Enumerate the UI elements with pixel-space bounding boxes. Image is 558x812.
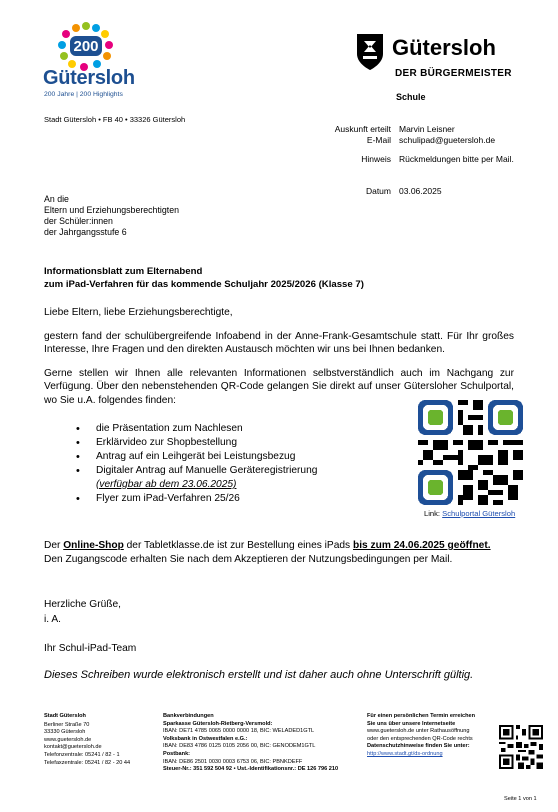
city-name: Gütersloh — [392, 35, 496, 60]
subject-line: zum iPad-Verfahren für das kommende Schuljahr 2025/2026 (Klasse 7) — [44, 279, 364, 290]
logo-200-number: 200 — [73, 38, 99, 55]
shop-deadline: bis zum 24.06.2025 geöffnet. — [352, 540, 491, 551]
paragraph-informationen: Gerne stellen wir Ihnen alle relevanten Informationen selbstverständlich auch im Nachgang zur Verfügung. Über den nebenstehenden QR-Code gelangen Sie direkt auf unser Gütersloher Schulportal, wo Sie u.A. folgendes finden: — [44, 368, 514, 406]
schulportal-link[interactable]: Schulportal Gütersloh — [442, 509, 516, 518]
closing — [44, 598, 121, 627]
footer-line: IBAN: DE83 4786 0125 0105 2056 00, BIC: GENODEM1GTL — [163, 743, 316, 750]
city-subtitle: DER BÜRGERMEISTER — [395, 68, 512, 79]
contact-hinweis-label: Hinweis — [361, 154, 391, 164]
footer-line: Berliner Straße 70 — [44, 721, 90, 728]
qr-caption-label: Link: — [424, 509, 441, 518]
shop-line-1: Der Online-Shop der Tabletklasse.de ist zur Bestellung eines iPads bis zum 24.06.2025 geöffnet. — [44, 540, 491, 551]
department-name: Schule — [396, 92, 426, 102]
footer-line: www.guetersloh.de — [44, 736, 92, 743]
logo-guetersloh-city — [355, 32, 545, 112]
footer-address-title: Stadt Gütersloh — [44, 713, 86, 719]
signature-team: Ihr Schul-iPad-Team — [44, 643, 137, 654]
list-item: • Digitaler Antrag auf Manuelle Geräteregistrierung (verfügbar ab dem 23.06.2025) — [75, 464, 395, 492]
closing-greeting: Herzliche Grüße, — [44, 599, 121, 610]
qr-caption — [424, 509, 515, 518]
footer-line: Sie uns über unsere Internetseite — [367, 720, 456, 727]
footer-line: Datenschutzhinweise finden Sie unter: — [367, 743, 470, 750]
paragraph-infoabend: gestern fand der schulübergreifende Infoabend in der Anne-Frank-Gesamtschule statt. Für Ihr großes Interesse, Ihre Fragen und den direkten Austausch möchten wir uns bei Ihnen bedanken. — [44, 331, 514, 356]
shop-line-2: Den Zugangscode erhalten Sie nach dem Akzeptieren der Nutzungsbedingungen per Mail. — [44, 554, 453, 565]
city-crest-icon — [355, 32, 385, 72]
shop-paragraph — [44, 539, 534, 567]
contact-email-label: E-Mail — [366, 135, 391, 145]
disclaimer: Dieses Schreiben wurde elektronisch erstellt und ist daher auch ohne Unterschrift gültig. — [44, 669, 474, 681]
footer-address — [44, 713, 130, 767]
online-shop-link[interactable]: Online-Shop — [63, 540, 124, 551]
footer-line: www.guetersloh.de unter Rathausöffnung — [367, 728, 470, 735]
footer-line: IBAN: DE86 2501 0030 0003 6753 06, BIC: PBNKDEFF — [163, 758, 303, 765]
closing-ia: i. A. — [44, 613, 61, 625]
list-item: • Erklärvideo zur Shopbestellung — [75, 436, 395, 450]
recipient-line: An die — [44, 194, 69, 204]
subject-line: Informationsblatt zum Elternabend — [44, 266, 203, 277]
page-number: Seite 1 von 1 — [504, 796, 537, 802]
footer-bank — [163, 713, 338, 774]
contact-auskunft-label: Auskunft erteilt — [334, 124, 391, 134]
footer-privacy-link[interactable]: http://www.stadt.gt/ds-ordnung — [367, 750, 443, 757]
footer-line: 33330 Gütersloh — [44, 729, 86, 736]
recipient-line: Eltern und Erziehungsberechtigten — [44, 205, 179, 215]
footer-line: Telefonzentrale: 05241 / 82 - 1 — [44, 751, 120, 758]
footer-line: IBAN: DE71 4785 0065 0000 0000 18, BIC: WELADED1GTL — [163, 728, 315, 735]
salutation: Liebe Eltern, liebe Erziehungsberechtigte, — [44, 307, 233, 318]
contact-datum-label: Datum — [365, 186, 391, 196]
recipient-address — [44, 194, 179, 238]
subject — [44, 265, 364, 291]
sender-line: Stadt Gütersloh • FB 40 • 33326 Gütersloh — [44, 115, 186, 124]
footer-bank-title: Bankverbindungen — [163, 713, 214, 719]
list-item: • Antrag auf ein Leihgerät bei Leistungsbezug — [75, 450, 395, 464]
contact-hinweis-value: Rückmeldungen bitte per Mail. — [399, 154, 514, 164]
logo-200-badge — [56, 20, 114, 72]
qr-code-schulportal[interactable] — [418, 400, 523, 505]
logo-200-name: Gütersloh — [43, 67, 135, 89]
recipient-line: der Schüler:innen — [44, 216, 113, 226]
list-item: • die Präsentation zum Nachlesen — [75, 422, 395, 436]
footer-line: Postbank: — [163, 750, 191, 757]
contact-datum-value: 03.06.2025 — [399, 186, 442, 196]
list-item: • Flyer zum iPad-Verfahren 25/26 — [75, 492, 395, 506]
logo-200-jahre — [40, 20, 150, 110]
footer-line: Für einen persönlichen Termin erreichen — [367, 713, 476, 719]
footer-line: Telefaxzentrale: 05241 / 82 - 20 44 — [44, 759, 131, 766]
resource-list — [75, 422, 395, 506]
logo-200-tagline: 200 Jahre | 200 Highlights — [44, 91, 123, 98]
footer-line: oder den entsprechenden QR-Code rechts — [367, 735, 473, 742]
footer-line: Volksbank in Ostwestfalen e.G.: — [163, 735, 248, 742]
footer-appointment — [367, 713, 475, 759]
contact-auskunft-value: Marvin Leisner — [399, 124, 455, 134]
footer-line: kontakt@guetersloh.de — [44, 744, 102, 751]
footer-line: Steuer-Nr.: 351 592 504 92 • Ust.-Identifikationsnr.: DE 126 796 210 — [163, 766, 339, 773]
availability-note: (verfügbar ab dem 23.06.2025) — [96, 479, 237, 490]
footer-line: Sparkasse Gütersloh-Rietberg-Versmold: — [163, 720, 273, 727]
qr-code-appointment[interactable] — [499, 725, 543, 769]
recipient-line: der Jahrgangsstufe 6 — [44, 227, 127, 237]
contact-email-value[interactable]: schulipad@guetersloh.de — [399, 135, 496, 145]
